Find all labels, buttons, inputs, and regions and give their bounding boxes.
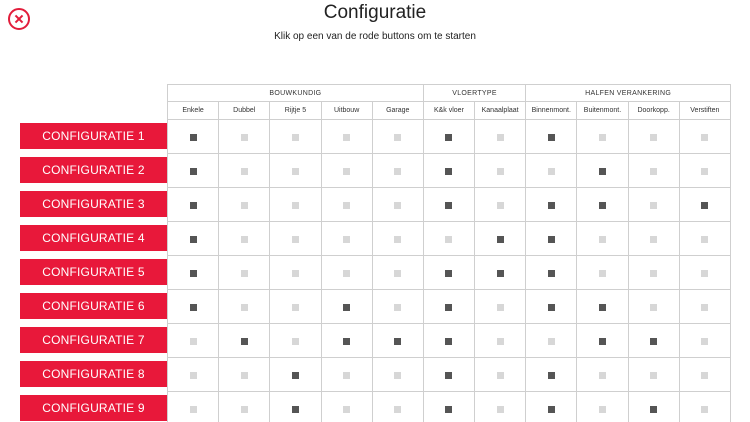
- matrix-cell: [219, 324, 270, 358]
- inactive-marker-icon: [497, 202, 504, 209]
- group-header-vloertype: VLOERTYPE: [423, 85, 525, 102]
- matrix-cell: [372, 154, 423, 188]
- inactive-marker-icon: [241, 406, 248, 413]
- matrix-cell: [628, 392, 679, 422]
- inactive-marker-icon: [497, 304, 504, 311]
- active-marker-icon: [650, 406, 657, 413]
- matrix-cell: [577, 256, 628, 290]
- inactive-marker-icon: [701, 236, 708, 243]
- matrix-cell: [577, 324, 628, 358]
- matrix-cell: [372, 222, 423, 256]
- active-marker-icon: [241, 338, 248, 345]
- inactive-marker-icon: [497, 134, 504, 141]
- configuration-button-1[interactable]: CONFIGURATIE 1: [20, 123, 167, 149]
- page-title: Configuratie: [323, 2, 427, 23]
- matrix-cell: [475, 154, 526, 188]
- inactive-marker-icon: [292, 236, 299, 243]
- inactive-marker-icon: [650, 134, 657, 141]
- active-marker-icon: [445, 134, 452, 141]
- inactive-marker-icon: [599, 406, 606, 413]
- group-header-row: [168, 85, 731, 102]
- matrix-cell: [270, 256, 321, 290]
- active-marker-icon: [650, 338, 657, 345]
- inactive-marker-icon: [190, 406, 197, 413]
- inactive-marker-icon: [497, 168, 504, 175]
- inactive-marker-icon: [241, 168, 248, 175]
- matrix-cell: [628, 154, 679, 188]
- inactive-marker-icon: [190, 338, 197, 345]
- matrix-cell: [168, 256, 219, 290]
- active-marker-icon: [548, 406, 555, 413]
- matrix-cell: [372, 120, 423, 154]
- matrix-cell: [423, 256, 474, 290]
- active-marker-icon: [548, 372, 555, 379]
- active-marker-icon: [497, 270, 504, 277]
- matrix-cell: [270, 392, 321, 422]
- inactive-marker-icon: [701, 406, 708, 413]
- inactive-marker-icon: [497, 372, 504, 379]
- matrix-cell: [321, 154, 372, 188]
- inactive-marker-icon: [701, 338, 708, 345]
- matrix-cell: [372, 290, 423, 324]
- matrix-cell: [372, 324, 423, 358]
- matrix-body: [168, 120, 731, 422]
- configuration-button-2[interactable]: CONFIGURATIE 2: [20, 157, 167, 183]
- matrix-cell: [628, 120, 679, 154]
- configuration-button-7[interactable]: CONFIGURATIE 7: [20, 327, 167, 353]
- matrix-cell: [679, 290, 730, 324]
- inactive-marker-icon: [394, 236, 401, 243]
- matrix-cell: [423, 188, 474, 222]
- matrix-cell: [219, 392, 270, 422]
- active-marker-icon: [445, 168, 452, 175]
- matrix-cell: [577, 222, 628, 256]
- matrix-cell: [321, 290, 372, 324]
- inactive-marker-icon: [548, 338, 555, 345]
- column-header: Rijtje 5: [270, 102, 321, 120]
- configuration-button-6[interactable]: CONFIGURATIE 6: [20, 293, 167, 319]
- matrix-cell: [168, 324, 219, 358]
- matrix-cell: [526, 392, 577, 422]
- inactive-marker-icon: [190, 372, 197, 379]
- inactive-marker-icon: [394, 168, 401, 175]
- matrix-cell: [679, 392, 730, 422]
- inactive-marker-icon: [394, 406, 401, 413]
- table-row: [168, 392, 731, 422]
- column-header: Dubbel: [219, 102, 270, 120]
- matrix-cell: [219, 188, 270, 222]
- inactive-marker-icon: [292, 304, 299, 311]
- matrix-cell: [270, 188, 321, 222]
- matrix-cell: [526, 188, 577, 222]
- inactive-marker-icon: [394, 134, 401, 141]
- active-marker-icon: [394, 338, 401, 345]
- inactive-marker-icon: [241, 372, 248, 379]
- active-marker-icon: [599, 168, 606, 175]
- group-header-bouwkundig: BOUWKUNDIG: [168, 85, 424, 102]
- matrix-cell: [577, 120, 628, 154]
- matrix-cell: [679, 358, 730, 392]
- active-marker-icon: [445, 202, 452, 209]
- inactive-marker-icon: [241, 134, 248, 141]
- matrix-cell: [475, 188, 526, 222]
- active-marker-icon: [343, 304, 350, 311]
- matrix-cell: [526, 290, 577, 324]
- matrix-cell: [270, 358, 321, 392]
- inactive-marker-icon: [241, 236, 248, 243]
- active-marker-icon: [445, 406, 452, 413]
- column-header: Garage: [372, 102, 423, 120]
- inactive-marker-icon: [650, 168, 657, 175]
- configuration-button-4[interactable]: CONFIGURATIE 4: [20, 225, 167, 251]
- matrix-cell: [679, 256, 730, 290]
- active-marker-icon: [445, 304, 452, 311]
- matrix-cell: [423, 222, 474, 256]
- configuration-button-8[interactable]: CONFIGURATIE 8: [20, 361, 167, 387]
- active-marker-icon: [190, 270, 197, 277]
- matrix-cell: [321, 188, 372, 222]
- matrix-cell: [321, 392, 372, 422]
- matrix-cell: [270, 120, 321, 154]
- matrix-cell: [577, 392, 628, 422]
- matrix-cell: [423, 290, 474, 324]
- inactive-marker-icon: [599, 236, 606, 243]
- matrix-cell: [270, 290, 321, 324]
- table-row: [168, 154, 731, 188]
- matrix-cell: [526, 256, 577, 290]
- inactive-marker-icon: [650, 304, 657, 311]
- matrix-cell: [679, 324, 730, 358]
- inactive-marker-icon: [292, 202, 299, 209]
- matrix-cell: [321, 324, 372, 358]
- active-marker-icon: [497, 236, 504, 243]
- inactive-marker-icon: [650, 372, 657, 379]
- matrix-cell: [372, 358, 423, 392]
- table-row: [168, 324, 731, 358]
- inactive-marker-icon: [394, 270, 401, 277]
- matrix-cell: [219, 290, 270, 324]
- inactive-marker-icon: [292, 338, 299, 345]
- matrix-cell: [679, 188, 730, 222]
- inactive-marker-icon: [701, 372, 708, 379]
- active-marker-icon: [599, 202, 606, 209]
- table-row: [168, 256, 731, 290]
- active-marker-icon: [599, 304, 606, 311]
- matrix-cell: [526, 324, 577, 358]
- column-header: Buitenmont.: [577, 102, 628, 120]
- inactive-marker-icon: [701, 168, 708, 175]
- active-marker-icon: [548, 134, 555, 141]
- active-marker-icon: [548, 202, 555, 209]
- matrix-cell: [372, 256, 423, 290]
- column-header: Enkele: [168, 102, 219, 120]
- inactive-marker-icon: [701, 304, 708, 311]
- matrix-cell: [475, 392, 526, 422]
- matrix-cell: [423, 358, 474, 392]
- matrix-cell: [628, 256, 679, 290]
- matrix-cell: [168, 392, 219, 422]
- active-marker-icon: [445, 372, 452, 379]
- active-marker-icon: [445, 338, 452, 345]
- column-header: Doorkopp.: [628, 102, 679, 120]
- matrix-cell: [475, 256, 526, 290]
- inactive-marker-icon: [241, 202, 248, 209]
- matrix-cell: [628, 222, 679, 256]
- column-header: Uitbouw: [321, 102, 372, 120]
- inactive-marker-icon: [343, 236, 350, 243]
- configuration-matrix: [167, 84, 731, 422]
- matrix-cell: [423, 324, 474, 358]
- active-marker-icon: [292, 372, 299, 379]
- matrix-cell: [628, 188, 679, 222]
- active-marker-icon: [190, 134, 197, 141]
- matrix-cell: [372, 188, 423, 222]
- column-header: Verstiften: [679, 102, 730, 120]
- matrix-cell: [475, 120, 526, 154]
- matrix-cell: [168, 154, 219, 188]
- matrix-cell: [321, 120, 372, 154]
- matrix-cell: [577, 188, 628, 222]
- matrix-cell: [526, 222, 577, 256]
- matrix-cell: [270, 222, 321, 256]
- inactive-marker-icon: [394, 372, 401, 379]
- matrix-cell: [423, 392, 474, 422]
- inactive-marker-icon: [394, 202, 401, 209]
- matrix-cell: [270, 154, 321, 188]
- page-subtitle: Klik op een van de rode buttons om te starten: [274, 31, 476, 42]
- inactive-marker-icon: [599, 134, 606, 141]
- matrix-cell: [475, 290, 526, 324]
- inactive-marker-icon: [650, 236, 657, 243]
- active-marker-icon: [190, 202, 197, 209]
- inactive-marker-icon: [548, 168, 555, 175]
- inactive-marker-icon: [292, 168, 299, 175]
- inactive-marker-icon: [599, 372, 606, 379]
- inactive-marker-icon: [650, 270, 657, 277]
- inactive-marker-icon: [343, 270, 350, 277]
- active-marker-icon: [445, 270, 452, 277]
- group-header-halfen-verankering: HALFEN VERANKERING: [526, 85, 731, 102]
- inactive-marker-icon: [292, 134, 299, 141]
- inactive-marker-icon: [241, 304, 248, 311]
- matrix-cell: [577, 290, 628, 324]
- column-header-row: [168, 102, 731, 120]
- configuration-button-9[interactable]: CONFIGURATIE 9: [20, 395, 167, 421]
- matrix-cell: [372, 392, 423, 422]
- matrix-cell: [679, 120, 730, 154]
- active-marker-icon: [599, 338, 606, 345]
- configuration-button-3[interactable]: CONFIGURATIE 3: [20, 191, 167, 217]
- table-row: [168, 222, 731, 256]
- inactive-marker-icon: [292, 270, 299, 277]
- inactive-marker-icon: [701, 270, 708, 277]
- matrix-cell: [168, 188, 219, 222]
- table-row: [168, 120, 731, 154]
- inactive-marker-icon: [701, 134, 708, 141]
- active-marker-icon: [190, 168, 197, 175]
- matrix-cell: [628, 358, 679, 392]
- matrix-cell: [423, 120, 474, 154]
- active-marker-icon: [190, 236, 197, 243]
- matrix-cell: [219, 358, 270, 392]
- matrix-cell: [475, 358, 526, 392]
- matrix-cell: [526, 120, 577, 154]
- matrix-cell: [321, 358, 372, 392]
- table-row: [168, 188, 731, 222]
- matrix-cell: [219, 256, 270, 290]
- matrix-cell: [270, 324, 321, 358]
- inactive-marker-icon: [343, 168, 350, 175]
- inactive-marker-icon: [343, 202, 350, 209]
- matrix-cell: [423, 154, 474, 188]
- matrix-cell: [168, 222, 219, 256]
- table-row: [168, 290, 731, 324]
- inactive-marker-icon: [650, 202, 657, 209]
- matrix-cell: [679, 222, 730, 256]
- matrix-cell: [679, 154, 730, 188]
- matrix-cell: [219, 120, 270, 154]
- inactive-marker-icon: [497, 406, 504, 413]
- column-header: K&k vloer: [423, 102, 474, 120]
- matrix-cell: [168, 120, 219, 154]
- active-marker-icon: [548, 304, 555, 311]
- active-marker-icon: [701, 202, 708, 209]
- column-header: Kanaalplaat: [475, 102, 526, 120]
- inactive-marker-icon: [394, 304, 401, 311]
- matrix-cell: [219, 154, 270, 188]
- matrix-cell: [526, 154, 577, 188]
- inactive-marker-icon: [445, 236, 452, 243]
- inactive-marker-icon: [343, 134, 350, 141]
- configuration-button-5[interactable]: CONFIGURATIE 5: [20, 259, 167, 285]
- matrix-cell: [219, 222, 270, 256]
- active-marker-icon: [548, 236, 555, 243]
- matrix-cell: [577, 358, 628, 392]
- inactive-marker-icon: [343, 406, 350, 413]
- inactive-marker-icon: [343, 372, 350, 379]
- active-marker-icon: [292, 406, 299, 413]
- matrix-cell: [475, 222, 526, 256]
- matrix-cell: [628, 324, 679, 358]
- matrix-cell: [168, 290, 219, 324]
- matrix-cell: [628, 290, 679, 324]
- active-marker-icon: [343, 338, 350, 345]
- inactive-marker-icon: [241, 270, 248, 277]
- matrix-cell: [168, 358, 219, 392]
- matrix-cell: [475, 324, 526, 358]
- matrix-cell: [321, 256, 372, 290]
- table-row: [168, 358, 731, 392]
- column-header: Binnenmont.: [526, 102, 577, 120]
- matrix-cell: [577, 154, 628, 188]
- inactive-marker-icon: [599, 270, 606, 277]
- active-marker-icon: [190, 304, 197, 311]
- inactive-marker-icon: [497, 338, 504, 345]
- active-marker-icon: [548, 270, 555, 277]
- matrix-cell: [321, 222, 372, 256]
- matrix-cell: [526, 358, 577, 392]
